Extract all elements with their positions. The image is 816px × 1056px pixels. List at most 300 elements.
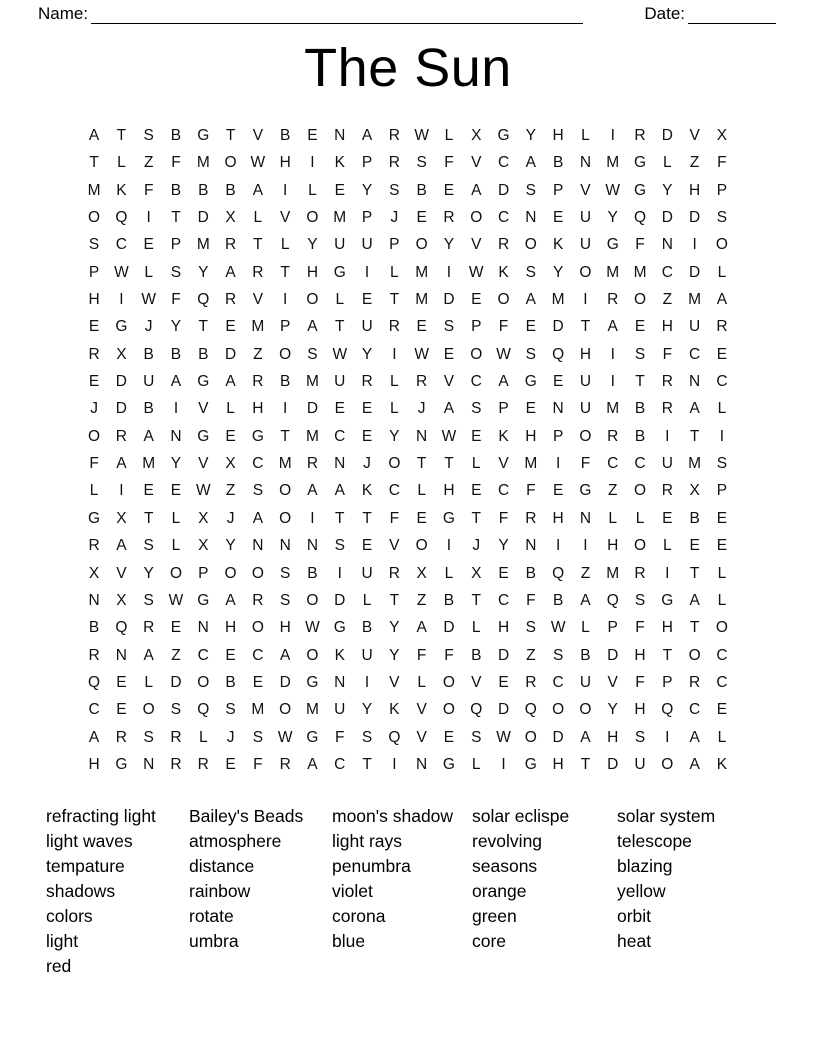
grid-cell[interactable]: R — [88, 345, 100, 363]
grid-cell[interactable]: E — [471, 427, 482, 445]
grid-cell[interactable]: R — [388, 127, 400, 144]
grid-cell[interactable]: D — [170, 673, 182, 691]
grid-cell[interactable]: G — [497, 127, 510, 144]
grid-cell[interactable]: S — [525, 619, 536, 637]
grid-cell[interactable]: D — [552, 318, 564, 336]
grid-cell[interactable]: C — [497, 482, 510, 500]
grid-cell[interactable]: C — [334, 427, 346, 445]
grid-cell[interactable]: W — [605, 181, 621, 199]
grid-cell[interactable]: K — [498, 263, 509, 281]
grid-cell[interactable]: O — [633, 537, 647, 555]
grid-cell[interactable]: V — [416, 701, 427, 719]
grid-cell[interactable]: B — [689, 509, 700, 527]
grid-cell[interactable]: R — [388, 564, 400, 582]
word-list-item[interactable]: blue — [332, 931, 366, 952]
grid-cell[interactable]: I — [146, 209, 151, 227]
grid-cell[interactable]: O — [88, 209, 101, 227]
grid-cell[interactable]: I — [283, 400, 288, 418]
grid-cell[interactable]: R — [525, 673, 537, 691]
grid-cell[interactable]: R — [115, 728, 127, 746]
grid-cell[interactable]: I — [392, 755, 397, 773]
grid-cell[interactable]: Q — [661, 701, 674, 719]
grid-cell[interactable]: O — [251, 564, 264, 582]
grid-cell[interactable]: U — [361, 564, 373, 582]
grid-cell[interactable]: X — [198, 509, 209, 527]
grid-cell[interactable]: T — [635, 373, 645, 391]
grid-cell[interactable]: B — [225, 673, 236, 691]
grid-cell[interactable]: B — [634, 400, 646, 418]
grid-cell[interactable]: S — [143, 591, 154, 609]
grid-cell[interactable]: L — [717, 263, 727, 281]
grid-cell[interactable]: B — [143, 400, 154, 418]
grid-cell[interactable]: T — [116, 127, 127, 144]
grid-cell[interactable]: X — [471, 127, 482, 144]
grid-cell[interactable]: Y — [361, 701, 373, 719]
grid-cell[interactable]: H — [88, 755, 100, 773]
grid-cell[interactable]: Q — [470, 701, 483, 719]
grid-cell[interactable]: W — [496, 728, 511, 746]
grid-cell[interactable]: Z — [416, 591, 427, 609]
grid-cell[interactable]: F — [526, 591, 536, 609]
grid-cell[interactable]: Y — [389, 646, 400, 664]
grid-cell[interactable]: J — [144, 318, 153, 336]
grid-cell[interactable]: O — [715, 619, 728, 637]
grid-cell[interactable]: F — [717, 154, 727, 172]
grid-cell[interactable]: J — [472, 537, 481, 555]
grid-cell[interactable]: L — [308, 181, 317, 199]
grid-cell[interactable]: D — [607, 755, 619, 773]
grid-cell[interactable]: R — [88, 537, 100, 555]
grid-cell[interactable]: M — [415, 291, 429, 309]
grid-cell[interactable]: B — [170, 345, 182, 363]
grid-cell[interactable]: U — [579, 236, 592, 254]
grid-cell[interactable]: A — [307, 482, 318, 500]
grid-cell[interactable]: Q — [115, 209, 128, 227]
grid-cell[interactable]: X — [116, 591, 127, 609]
grid-cell[interactable]: V — [389, 537, 400, 555]
grid-cell[interactable]: E — [225, 755, 236, 773]
grid-cell[interactable]: E — [716, 345, 728, 363]
grid-cell[interactable]: I — [692, 236, 697, 254]
grid-cell[interactable]: C — [497, 209, 510, 227]
grid-cell[interactable]: A — [471, 181, 482, 199]
grid-cell[interactable]: B — [634, 427, 646, 445]
grid-cell[interactable]: N — [170, 427, 182, 445]
grid-cell[interactable]: P — [170, 236, 182, 254]
grid-cell[interactable]: F — [335, 728, 345, 746]
grid-cell[interactable]: Y — [361, 181, 373, 199]
grid-cell[interactable]: A — [225, 591, 236, 609]
word-list-item[interactable]: green — [472, 906, 517, 927]
grid-cell[interactable]: I — [364, 263, 370, 281]
word-list-item[interactable]: refracting light — [46, 806, 156, 827]
grid-cell[interactable]: E — [361, 537, 373, 555]
grid-cell[interactable]: V — [471, 673, 482, 691]
grid-cell[interactable]: O — [633, 291, 647, 309]
grid-cell[interactable]: R — [525, 509, 537, 527]
grid-cell[interactable]: L — [717, 728, 727, 746]
word-list-item[interactable]: red — [46, 956, 72, 977]
grid-cell[interactable]: O — [579, 427, 592, 445]
grid-cell[interactable]: L — [581, 127, 590, 144]
grid-cell[interactable]: A — [361, 127, 373, 144]
grid-cell[interactable]: L — [635, 509, 645, 527]
grid-cell[interactable]: T — [471, 509, 481, 527]
grid-cell[interactable]: Y — [170, 455, 182, 473]
grid-cell[interactable]: U — [334, 236, 346, 254]
grid-cell[interactable]: E — [689, 537, 700, 555]
grid-cell[interactable]: H — [279, 619, 291, 637]
grid-cell[interactable]: O — [306, 209, 319, 227]
grid-cell[interactable]: H — [661, 619, 673, 637]
grid-cell[interactable]: C — [252, 646, 264, 664]
grid-cell[interactable]: R — [170, 728, 182, 746]
grid-cell[interactable]: O — [524, 728, 537, 746]
grid-cell[interactable]: N — [334, 455, 346, 473]
word-list-item[interactable]: light waves — [46, 831, 133, 852]
grid-cell[interactable]: O — [633, 482, 647, 500]
grid-cell[interactable]: R — [388, 318, 400, 336]
grid-cell[interactable]: R — [197, 755, 209, 773]
grid-cell[interactable]: O — [579, 263, 592, 281]
grid-cell[interactable]: V — [252, 127, 264, 144]
grid-cell[interactable]: Z — [143, 154, 154, 172]
grid-cell[interactable]: A — [307, 318, 318, 336]
grid-cell[interactable]: E — [662, 509, 673, 527]
grid-cell[interactable]: G — [197, 127, 210, 144]
grid-cell[interactable]: M — [196, 154, 210, 172]
grid-cell[interactable]: A — [334, 482, 345, 500]
grid-cell[interactable]: V — [471, 236, 482, 254]
grid-cell[interactable]: G — [579, 482, 592, 500]
grid-cell[interactable]: W — [414, 345, 429, 363]
grid-cell[interactable]: H — [579, 345, 592, 363]
grid-cell[interactable]: P — [552, 181, 564, 199]
grid-cell[interactable]: S — [716, 209, 728, 227]
grid-cell[interactable]: G — [197, 591, 210, 609]
grid-cell[interactable]: B — [170, 127, 182, 144]
grid-cell[interactable]: N — [689, 373, 701, 391]
grid-cell[interactable]: E — [525, 400, 536, 418]
grid-cell[interactable]: N — [197, 619, 209, 637]
grid-cell[interactable]: B — [307, 564, 318, 582]
grid-cell[interactable]: L — [89, 482, 99, 500]
grid-cell[interactable]: B — [279, 373, 291, 391]
grid-cell[interactable]: T — [280, 427, 290, 445]
grid-cell[interactable]: O — [388, 455, 401, 473]
grid-cell[interactable]: L — [471, 755, 481, 773]
word-list-item[interactable]: light — [46, 931, 79, 952]
grid-cell[interactable]: I — [283, 181, 288, 199]
grid-cell[interactable]: I — [610, 127, 615, 144]
grid-cell[interactable]: Y — [607, 209, 618, 227]
grid-cell[interactable]: H — [661, 318, 673, 336]
grid-cell[interactable]: S — [143, 127, 154, 144]
grid-cell[interactable]: H — [552, 127, 564, 144]
grid-cell[interactable]: J — [90, 400, 98, 418]
grid-cell[interactable]: H — [525, 427, 537, 445]
grid-cell[interactable]: I — [665, 564, 670, 582]
grid-cell[interactable]: M — [333, 209, 347, 227]
grid-cell[interactable]: Y — [498, 537, 509, 555]
grid-cell[interactable]: A — [689, 591, 700, 609]
grid-cell[interactable]: S — [279, 564, 291, 582]
word-list-item[interactable]: heat — [617, 931, 652, 952]
grid-cell[interactable]: K — [716, 755, 728, 773]
grid-cell[interactable]: W — [250, 154, 266, 172]
grid-cell[interactable]: Y — [552, 263, 564, 281]
grid-cell[interactable]: T — [143, 509, 154, 527]
grid-cell[interactable]: A — [689, 755, 700, 773]
grid-cell[interactable]: O — [251, 619, 264, 637]
grid-cell[interactable]: X — [225, 455, 236, 473]
grid-cell[interactable]: L — [444, 127, 454, 144]
grid-cell[interactable]: U — [579, 400, 592, 418]
grid-cell[interactable]: Q — [197, 701, 210, 719]
grid-cell[interactable]: Y — [389, 619, 400, 637]
grid-cell[interactable]: J — [390, 209, 399, 227]
grid-cell[interactable]: Z — [171, 646, 181, 664]
grid-cell[interactable]: M — [306, 427, 319, 445]
grid-cell[interactable]: S — [471, 400, 482, 418]
grid-cell[interactable]: Q — [115, 619, 128, 637]
grid-cell[interactable]: U — [689, 318, 701, 336]
grid-cell[interactable]: R — [661, 373, 673, 391]
grid-cell[interactable]: D — [115, 400, 127, 418]
word-list-item[interactable]: rainbow — [189, 881, 251, 902]
grid-cell[interactable]: O — [279, 509, 292, 527]
grid-cell[interactable]: F — [498, 318, 509, 336]
grid-cell[interactable]: K — [116, 181, 127, 199]
grid-cell[interactable]: B — [198, 181, 209, 199]
grid-cell[interactable]: R — [661, 400, 673, 418]
grid-cell[interactable]: S — [170, 263, 182, 281]
word-list-item[interactable]: violet — [332, 881, 373, 902]
grid-cell[interactable]: I — [665, 427, 670, 445]
grid-cell[interactable]: Y — [170, 318, 182, 336]
grid-cell[interactable]: M — [415, 263, 429, 281]
grid-cell[interactable]: T — [89, 154, 99, 172]
grid-cell[interactable]: C — [252, 455, 264, 473]
grid-cell[interactable]: A — [252, 509, 264, 527]
grid-cell[interactable]: Q — [552, 564, 565, 582]
grid-cell[interactable]: V — [607, 673, 618, 691]
grid-cell[interactable]: Q — [197, 291, 210, 309]
grid-cell[interactable]: F — [635, 236, 645, 254]
grid-cell[interactable]: Z — [607, 482, 618, 500]
grid-cell[interactable]: O — [169, 564, 182, 582]
grid-cell[interactable]: D — [443, 619, 455, 637]
grid-cell[interactable]: L — [144, 673, 153, 691]
grid-cell[interactable]: O — [306, 591, 319, 609]
grid-cell[interactable]: Y — [525, 127, 536, 144]
grid-cell[interactable]: Q — [606, 591, 619, 609]
grid-cell[interactable]: S — [225, 701, 236, 719]
grid-cell[interactable]: G — [633, 154, 647, 172]
grid-cell[interactable]: S — [88, 236, 100, 254]
grid-cell[interactable]: C — [88, 701, 100, 719]
grid-cell[interactable]: O — [661, 755, 674, 773]
grid-cell[interactable]: C — [716, 646, 728, 664]
grid-cell[interactable]: R — [689, 673, 701, 691]
grid-cell[interactable]: N — [416, 427, 428, 445]
grid-cell[interactable]: Q — [633, 209, 647, 227]
grid-cell[interactable]: W — [114, 263, 129, 281]
grid-cell[interactable]: F — [444, 154, 454, 172]
grid-cell[interactable]: K — [498, 427, 509, 445]
grid-cell[interactable]: S — [471, 728, 482, 746]
grid-cell[interactable]: N — [252, 537, 264, 555]
grid-cell[interactable]: V — [279, 209, 291, 227]
grid-cell[interactable]: P — [498, 400, 509, 418]
grid-cell[interactable]: T — [689, 619, 700, 637]
word-list-item[interactable]: shadows — [46, 881, 116, 902]
grid-cell[interactable]: I — [173, 400, 179, 418]
grid-cell[interactable]: P — [88, 263, 100, 281]
grid-cell[interactable]: C — [689, 701, 701, 719]
grid-cell[interactable]: H — [306, 263, 319, 281]
grid-cell[interactable]: V — [389, 673, 400, 691]
grid-cell[interactable]: O — [279, 345, 292, 363]
grid-cell[interactable]: C — [470, 373, 482, 391]
grid-cell[interactable]: E — [116, 673, 127, 691]
grid-cell[interactable]: G — [306, 673, 319, 691]
grid-cell[interactable]: G — [524, 755, 537, 773]
grid-cell[interactable]: R — [279, 755, 291, 773]
grid-cell[interactable]: O — [688, 646, 701, 664]
grid-cell[interactable]: L — [581, 619, 590, 637]
grid-cell[interactable]: M — [524, 455, 538, 473]
grid-cell[interactable]: H — [607, 728, 619, 746]
grid-cell[interactable]: W — [496, 345, 511, 363]
grid-cell[interactable]: F — [143, 181, 154, 199]
grid-cell[interactable]: I — [446, 537, 452, 555]
grid-cell[interactable]: O — [279, 701, 292, 719]
grid-cell[interactable]: N — [334, 673, 346, 691]
grid-cell[interactable]: H — [443, 482, 455, 500]
grid-cell[interactable]: C — [689, 345, 701, 363]
grid-cell[interactable]: X — [416, 564, 427, 582]
grid-cell[interactable]: O — [88, 427, 101, 445]
grid-cell[interactable]: R — [224, 291, 237, 309]
grid-cell[interactable]: O — [142, 701, 155, 719]
grid-cell[interactable]: C — [716, 373, 728, 391]
grid-cell[interactable]: I — [119, 291, 124, 309]
grid-cell[interactable]: A — [607, 318, 618, 336]
grid-cell[interactable]: V — [416, 728, 427, 746]
grid-cell[interactable]: R — [634, 564, 646, 582]
grid-cell[interactable]: V — [252, 291, 264, 309]
grid-cell[interactable]: N — [552, 400, 564, 418]
grid-cell[interactable]: N — [525, 537, 537, 555]
grid-cell[interactable]: I — [665, 728, 670, 746]
grid-cell[interactable]: A — [252, 181, 264, 199]
grid-cell[interactable]: X — [116, 345, 127, 363]
grid-cell[interactable]: W — [277, 728, 293, 746]
grid-cell[interactable]: G — [606, 236, 619, 254]
grid-cell[interactable]: W — [305, 619, 320, 637]
grid-cell[interactable]: S — [143, 728, 154, 746]
grid-cell[interactable]: S — [252, 482, 264, 500]
grid-cell[interactable]: S — [416, 154, 427, 172]
grid-cell[interactable]: D — [115, 373, 127, 391]
grid-cell[interactable]: R — [143, 619, 155, 637]
grid-cell[interactable]: C — [552, 673, 564, 691]
grid-cell[interactable]: P — [716, 482, 728, 500]
grid-cell[interactable]: M — [606, 263, 620, 281]
word-list-item[interactable]: orange — [472, 881, 527, 902]
grid-cell[interactable]: W — [468, 263, 484, 281]
grid-cell[interactable]: C — [197, 646, 209, 664]
grid-cell[interactable]: S — [389, 181, 400, 199]
grid-cell[interactable]: G — [333, 619, 346, 637]
grid-cell[interactable]: Y — [198, 263, 209, 281]
grid-cell[interactable]: B — [198, 345, 209, 363]
grid-cell[interactable]: E — [498, 564, 509, 582]
grid-cell[interactable]: M — [633, 263, 647, 281]
grid-cell[interactable]: S — [552, 646, 564, 664]
grid-cell[interactable]: I — [364, 673, 370, 691]
grid-cell[interactable]: G — [333, 263, 346, 281]
date-input-line[interactable] — [688, 10, 776, 24]
grid-cell[interactable]: M — [551, 291, 565, 309]
grid-cell[interactable]: C — [388, 482, 400, 500]
grid-cell[interactable]: B — [416, 181, 427, 199]
grid-cell[interactable]: C — [634, 455, 646, 473]
grid-cell[interactable]: H — [689, 181, 701, 199]
grid-cell[interactable]: E — [525, 318, 536, 336]
grid-cell[interactable]: P — [198, 564, 209, 582]
grid-cell[interactable]: X — [689, 482, 700, 500]
grid-cell[interactable]: O — [224, 154, 237, 172]
grid-cell[interactable]: B — [552, 591, 564, 609]
grid-cell[interactable]: F — [498, 509, 509, 527]
grid-cell[interactable]: F — [444, 646, 454, 664]
grid-cell[interactable]: L — [663, 154, 672, 172]
grid-cell[interactable]: E — [443, 728, 455, 746]
word-list-item[interactable]: Bailey's Beads — [189, 806, 304, 827]
grid-cell[interactable]: N — [579, 154, 592, 172]
grid-cell[interactable]: O — [306, 291, 319, 309]
grid-cell[interactable]: S — [361, 728, 373, 746]
grid-cell[interactable]: Y — [361, 345, 373, 363]
grid-cell[interactable]: L — [171, 509, 181, 527]
grid-cell[interactable]: L — [444, 564, 454, 582]
grid-cell[interactable]: O — [306, 646, 319, 664]
grid-cell[interactable]: E — [498, 673, 509, 691]
grid-cell[interactable]: Q — [524, 701, 537, 719]
grid-cell[interactable]: L — [280, 236, 290, 254]
grid-cell[interactable]: C — [607, 455, 619, 473]
grid-cell[interactable]: D — [197, 209, 209, 227]
grid-cell[interactable]: L — [390, 263, 399, 281]
grid-cell[interactable]: U — [361, 236, 373, 254]
grid-cell[interactable]: P — [389, 236, 400, 254]
grid-cell[interactable]: F — [171, 291, 181, 309]
grid-cell[interactable]: S — [716, 455, 728, 473]
grid-cell[interactable]: R — [607, 291, 619, 309]
grid-cell[interactable]: N — [88, 591, 100, 609]
grid-cell[interactable]: D — [689, 263, 701, 281]
grid-cell[interactable]: M — [606, 154, 620, 172]
grid-cell[interactable]: V — [198, 400, 209, 418]
grid-cell[interactable]: T — [580, 318, 591, 336]
grid-cell[interactable]: S — [525, 263, 536, 281]
grid-cell[interactable]: T — [225, 127, 236, 144]
grid-cell[interactable]: R — [115, 427, 127, 445]
grid-cell[interactable]: O — [524, 236, 537, 254]
grid-cell[interactable]: M — [688, 291, 702, 309]
